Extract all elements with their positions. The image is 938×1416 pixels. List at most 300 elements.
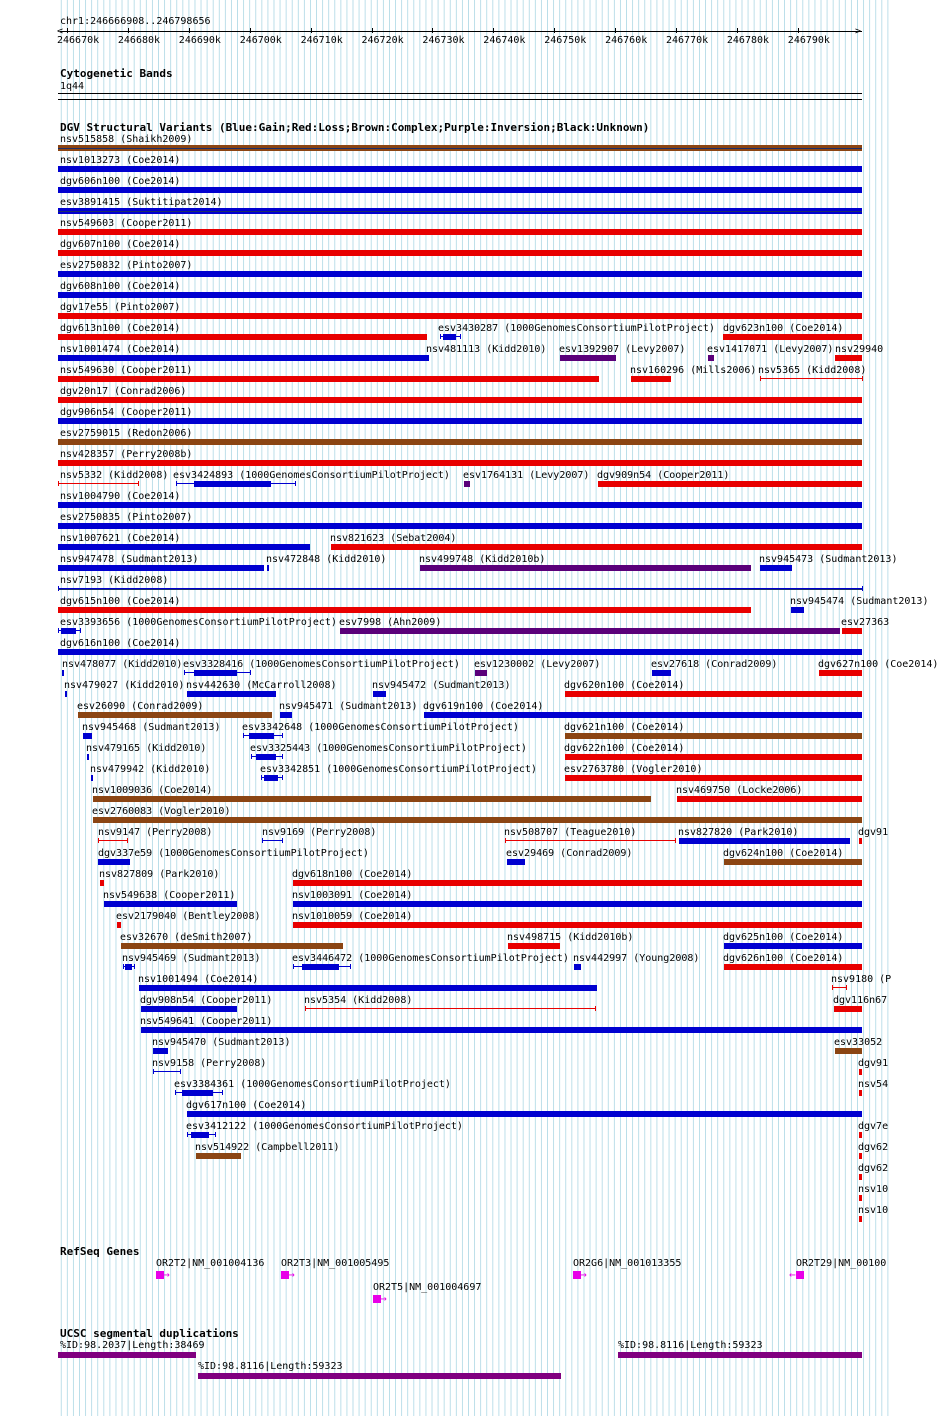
- dgv-feature-bar[interactable]: [139, 985, 597, 991]
- dgv-feature-bar[interactable]: [859, 1216, 862, 1222]
- dgv-feature-bar[interactable]: [565, 775, 862, 781]
- ruler-tick-label: 246780k: [726, 35, 770, 46]
- dgv-feature-label[interactable]: esv3430287 (1000GenomesConsortiumPilotProject): [438, 323, 715, 334]
- dgv-feature-label[interactable]: dgv606n100 (Coe2014): [60, 176, 181, 187]
- refseq-gene-label[interactable]: OR2T29|NM_00100: [796, 1258, 887, 1269]
- dgv-feature-label[interactable]: esv3891415 (Suktitipat2014): [60, 197, 223, 208]
- dgv-feature-cap: [262, 838, 263, 843]
- dgv-feature-cap: [153, 1069, 154, 1074]
- dgv-feature-label[interactable]: esv3342648 (1000GenomesConsortiumPilotProject): [242, 722, 519, 733]
- dgv-title: DGV Structural Variants (Blue:Gain;Red:Loss;Brown:Complex;Purple:Inversion;Black:Unknown): [60, 121, 650, 134]
- dgv-feature-label[interactable]: nsv1003091 (Coe2014): [292, 890, 413, 901]
- dgv-feature-label[interactable]: nsv479165 (Kidd2010): [86, 743, 207, 754]
- dgv-feature-label[interactable]: dgv619n100 (Coe2014): [423, 701, 544, 712]
- dgv-feature-bar[interactable]: [58, 439, 862, 445]
- dgv-feature-bar[interactable]: [93, 817, 862, 823]
- dgv-feature-line[interactable]: [305, 1008, 595, 1009]
- dgv-feature-label[interactable]: nsv1001494 (Coe2014): [138, 974, 259, 985]
- dgv-feature-label[interactable]: dgv623n100 (Coe2014): [723, 323, 844, 334]
- dgv-row-separator: [58, 148, 862, 149]
- ruler-tick: [189, 28, 190, 33]
- dgv-feature-bar[interactable]: [58, 649, 862, 655]
- dgv-feature-block[interactable]: [194, 481, 271, 487]
- dgv-feature-cap: [187, 1132, 188, 1137]
- dgv-feature-bar[interactable]: [187, 691, 276, 697]
- dgv-feature-bar[interactable]: [859, 1153, 862, 1159]
- dgv-feature-bar[interactable]: [760, 565, 792, 571]
- dgv-feature-cap: [282, 838, 283, 843]
- dgv-feature-block[interactable]: [302, 964, 339, 970]
- dgv-feature-label[interactable]: nsv442997 (Young2008): [573, 953, 700, 964]
- dgv-feature-bar[interactable]: [859, 1069, 862, 1075]
- dgv-feature-label[interactable]: dgv909n54 (Cooper2011): [597, 470, 730, 481]
- dgv-feature-bar[interactable]: [58, 502, 862, 508]
- dgv-feature-label[interactable]: nsv945473 (Sudmant2013): [759, 554, 898, 565]
- dgv-feature-bar[interactable]: [58, 229, 862, 235]
- dgv-feature-label[interactable]: esv2760083 (Vogler2010): [92, 806, 231, 817]
- strand-reverse-icon: ←: [789, 1268, 796, 1281]
- dgv-feature-label[interactable]: nsv9180 (P: [831, 974, 892, 985]
- dgv-feature-label[interactable]: nsv29940: [835, 344, 884, 355]
- dgv-feature-cap: [350, 964, 351, 969]
- dgv-feature-bar[interactable]: [58, 397, 862, 403]
- dgv-feature-bar[interactable]: [58, 376, 599, 382]
- dgv-feature-label[interactable]: nsv514922 (Campbell2011): [195, 1142, 340, 1153]
- dgv-feature-bar[interactable]: [196, 1153, 241, 1159]
- dgv-feature-label[interactable]: nsv827809 (Park2010): [99, 869, 220, 880]
- dgv-feature-label[interactable]: esv3342851 (1000GenomesConsortiumPilotProject): [260, 764, 537, 775]
- dgv-feature-label[interactable]: nsv7193 (Kidd2008): [60, 575, 169, 586]
- dgv-feature-bar[interactable]: [121, 943, 343, 949]
- dgv-feature-cap: [282, 754, 283, 759]
- segdup-title: UCSC segmental duplications: [60, 1327, 239, 1340]
- dgv-feature-cap: [832, 985, 833, 990]
- dgv-feature-label[interactable]: nsv827820 (Park2010): [678, 827, 799, 838]
- dgv-feature-cap: [138, 481, 139, 486]
- ruler-tick: [128, 28, 129, 33]
- dgv-feature-bar[interactable]: [187, 1111, 862, 1117]
- dgv-feature-bar[interactable]: [65, 691, 67, 697]
- ruler-tick: [737, 28, 738, 33]
- dgv-feature-bar[interactable]: [373, 691, 386, 697]
- ruler-tick-label: 246770k: [666, 35, 709, 46]
- dgv-feature-label[interactable]: esv1764131 (Levy2007): [463, 470, 590, 481]
- dgv-feature-label[interactable]: nsv549641 (Cooper2011): [140, 1016, 273, 1027]
- dgv-feature-label[interactable]: nsv428357 (Perry2008b): [60, 449, 193, 460]
- dgv-feature-label[interactable]: dgv620n100 (Coe2014): [564, 680, 685, 691]
- ruler-tick: [311, 28, 312, 33]
- dgv-feature-bar[interactable]: [464, 481, 470, 487]
- dgv-feature-label[interactable]: esv26090 (Conrad2009): [77, 701, 204, 712]
- dgv-feature-cap: [862, 376, 863, 381]
- segdup-bar[interactable]: [58, 1352, 196, 1358]
- dgv-feature-block[interactable]: [249, 733, 274, 739]
- dgv-feature-block[interactable]: [194, 670, 237, 676]
- dgv-feature-label[interactable]: nsv5332 (Kidd2008): [60, 470, 169, 481]
- dgv-feature-bar[interactable]: [834, 1006, 862, 1012]
- dgv-feature-line[interactable]: [505, 840, 675, 841]
- dgv-row-separator: [58, 589, 862, 590]
- ruler-tick-label: 246710k: [300, 35, 343, 46]
- dgv-feature-label[interactable]: dgv625n100 (Coe2014): [723, 932, 844, 943]
- ruler-tick: [798, 28, 799, 33]
- dgv-feature-label[interactable]: esv2759015 (Redon2006): [60, 428, 193, 439]
- dgv-feature-label[interactable]: nsv549630 (Cooper2011): [60, 365, 193, 376]
- dgv-feature-cap: [282, 733, 283, 738]
- cytoband-line-2: [58, 99, 862, 100]
- dgv-feature-bar[interactable]: [58, 334, 427, 340]
- dgv-feature-bar[interactable]: [58, 523, 862, 529]
- dgv-feature-label[interactable]: nsv945474 (Sudmant2013): [790, 596, 929, 607]
- left-margin: [0, 0, 58, 1416]
- ruler-tick-label: 246670k: [57, 35, 100, 46]
- dgv-feature-label[interactable]: esv29469 (Conrad2009): [506, 848, 633, 859]
- dgv-feature-bar[interactable]: [58, 187, 862, 193]
- dgv-feature-label[interactable]: nsv945471 (Sudmant2013): [279, 701, 418, 712]
- dgv-feature-label[interactable]: nsv478077 (Kidd2010): [62, 659, 183, 670]
- refseq-gene-exon[interactable]: [796, 1271, 804, 1279]
- strand-forward-icon: →: [380, 1292, 387, 1305]
- dgv-feature-bar[interactable]: [819, 670, 862, 676]
- dgv-feature-label[interactable]: nsv9147 (Perry2008): [98, 827, 213, 838]
- dgv-feature-label[interactable]: nsv1010059 (Coe2014): [292, 911, 413, 922]
- dgv-feature-bar[interactable]: [420, 565, 751, 571]
- ruler-tick-label: 246720k: [361, 35, 404, 46]
- dgv-feature-label[interactable]: dgv116n67: [833, 995, 888, 1006]
- dgv-feature-bar[interactable]: [859, 1195, 862, 1201]
- dgv-feature-bar[interactable]: [104, 901, 237, 907]
- dgv-feature-label[interactable]: nsv1009036 (Coe2014): [92, 785, 213, 796]
- dgv-feature-bar[interactable]: [508, 943, 560, 949]
- refseq-gene-label[interactable]: OR2T5|NM_001004697: [373, 1282, 482, 1293]
- dgv-feature-label[interactable]: nsv947478 (Sudmant2013): [60, 554, 199, 565]
- dgv-feature-bar[interactable]: [153, 1048, 168, 1054]
- dgv-feature-bar[interactable]: [117, 922, 121, 928]
- dgv-feature-bar[interactable]: [427, 355, 429, 361]
- dgv-feature-cap: [243, 733, 244, 738]
- dgv-feature-bar[interactable]: [835, 355, 862, 361]
- dgv-feature-cap: [305, 1006, 306, 1011]
- strand-forward-icon: →: [288, 1268, 295, 1281]
- dgv-feature-block[interactable]: [61, 628, 75, 634]
- dgv-feature-cap: [98, 838, 99, 843]
- dgv-feature-bar[interactable]: [677, 796, 862, 802]
- dgv-feature-bar[interactable]: [565, 733, 862, 739]
- dgv-feature-bar[interactable]: [424, 712, 862, 718]
- dgv-feature-label[interactable]: dgv62: [858, 1142, 889, 1153]
- segdup-bar[interactable]: [618, 1352, 862, 1358]
- dgv-feature-label[interactable]: nsv1004790 (Coe2014): [60, 491, 181, 502]
- dgv-feature-cap: [176, 481, 177, 486]
- dgv-feature-label[interactable]: esv32670 (deSmith2007): [120, 932, 253, 943]
- dgv-feature-label[interactable]: nsv821623 (Sebat2004): [330, 533, 457, 544]
- dgv-feature-cap: [134, 964, 135, 969]
- dgv-row-separator: [58, 211, 862, 212]
- dgv-feature-bar[interactable]: [574, 964, 581, 970]
- dgv-feature-bar[interactable]: [724, 964, 862, 970]
- dgv-feature-label[interactable]: dgv615n100 (Coe2014): [60, 596, 181, 607]
- dgv-feature-bar[interactable]: [98, 859, 130, 865]
- dgv-feature-label[interactable]: nsv10: [858, 1205, 889, 1216]
- refseq-gene-label[interactable]: OR2G6|NM_001013355: [573, 1258, 682, 1269]
- dgv-feature-label[interactable]: esv3412122 (1000GenomesConsortiumPilotProject): [186, 1121, 463, 1132]
- ruler-location: chr1:246666908..246798656: [60, 16, 211, 27]
- dgv-feature-bar[interactable]: [141, 1027, 862, 1033]
- dgv-feature-label[interactable]: dgv616n100 (Coe2014): [60, 638, 181, 649]
- dgv-feature-bar[interactable]: [842, 628, 862, 634]
- dgv-feature-bar[interactable]: [58, 313, 862, 319]
- dgv-feature-bar[interactable]: [835, 1048, 862, 1054]
- dgv-feature-label[interactable]: nsv499748 (Kidd2010b): [419, 554, 546, 565]
- dgv-feature-label[interactable]: dgv906n54 (Cooper2011): [60, 407, 193, 418]
- ruler-arrow-right: >: [855, 26, 862, 37]
- dgv-feature-bar[interactable]: [267, 565, 269, 571]
- dgv-feature-label[interactable]: nsv481113 (Kidd2010): [426, 344, 547, 355]
- dgv-feature-label[interactable]: nsv549638 (Cooper2011): [103, 890, 236, 901]
- dgv-feature-label[interactable]: nsv1007621 (Coe2014): [60, 533, 181, 544]
- refseq-gene-label[interactable]: OR2T3|NM_001005495: [281, 1258, 390, 1269]
- dgv-feature-line[interactable]: [153, 1071, 180, 1072]
- dgv-feature-block[interactable]: [256, 754, 276, 760]
- dgv-feature-bar[interactable]: [58, 607, 751, 613]
- dgv-feature-bar[interactable]: [331, 544, 862, 550]
- dgv-feature-bar[interactable]: [652, 670, 671, 676]
- dgv-feature-bar[interactable]: [91, 775, 93, 781]
- dgv-feature-label[interactable]: nsv160296 (Mills2006): [630, 365, 757, 376]
- dgv-feature-label[interactable]: esv1230002 (Levy2007): [474, 659, 601, 670]
- dgv-feature-label[interactable]: nsv1013273 (Coe2014): [60, 155, 181, 166]
- dgv-feature-label[interactable]: dgv624n100 (Coe2014): [723, 848, 844, 859]
- ruler-axis: [60, 31, 862, 32]
- dgv-feature-bar[interactable]: [293, 901, 862, 907]
- dgv-feature-cap: [460, 334, 461, 339]
- dgv-feature-label[interactable]: esv27618 (Conrad2009): [651, 659, 778, 670]
- dgv-feature-label[interactable]: nsv515858 (Shaikh2009): [60, 134, 193, 145]
- dgv-feature-label[interactable]: esv3393656 (1000GenomesConsortiumPilotProject): [60, 617, 337, 628]
- dgv-feature-bar[interactable]: [280, 712, 292, 718]
- dgv-feature-label[interactable]: nsv479027 (Kidd2010): [64, 680, 185, 691]
- strand-forward-icon: →: [163, 1268, 170, 1281]
- dgv-feature-label[interactable]: esv3446472 (1000GenomesConsortiumPilotProject): [292, 953, 569, 964]
- dgv-feature-cap: [127, 838, 128, 843]
- dgv-feature-bar[interactable]: [679, 838, 850, 844]
- dgv-feature-block[interactable]: [125, 964, 132, 970]
- dgv-feature-bar[interactable]: [724, 859, 862, 865]
- dgv-feature-label[interactable]: nsv5354 (Kidd2008): [304, 995, 413, 1006]
- dgv-feature-label[interactable]: dgv608n100 (Coe2014): [60, 281, 181, 292]
- dgv-feature-bar[interactable]: [100, 880, 104, 886]
- segdup-label[interactable]: %ID:98.2037|Length:38469: [60, 1340, 205, 1351]
- dgv-feature-label[interactable]: dgv91: [858, 827, 889, 838]
- dgv-feature-line[interactable]: [760, 378, 862, 379]
- ruler-tick: [372, 28, 373, 33]
- dgv-feature-label[interactable]: esv2750835 (Pinto2007): [60, 512, 193, 523]
- dgv-feature-label[interactable]: dgv626n100 (Coe2014): [723, 953, 844, 964]
- dgv-feature-label[interactable]: nsv9169 (Perry2008): [262, 827, 377, 838]
- dgv-feature-label[interactable]: dgv7e: [858, 1121, 889, 1132]
- ruler-tick: [493, 28, 494, 33]
- ruler-tick-label: 246680k: [117, 35, 161, 46]
- dgv-feature-label[interactable]: esv3328416 (1000GenomesConsortiumPilotProject): [183, 659, 460, 670]
- dgv-feature-bar[interactable]: [859, 1174, 862, 1180]
- dgv-feature-cap: [282, 775, 283, 780]
- dgv-feature-bar[interactable]: [708, 355, 714, 361]
- dgv-feature-bar[interactable]: [58, 565, 264, 571]
- dgv-feature-label[interactable]: dgv908n54 (Cooper2011): [140, 995, 273, 1006]
- dgv-feature-label[interactable]: dgv622n100 (Coe2014): [564, 743, 685, 754]
- dgv-feature-bar[interactable]: [565, 691, 862, 697]
- dgv-feature-label[interactable]: nsv472848 (Kidd2010): [266, 554, 387, 565]
- dgv-feature-label[interactable]: nsv479942 (Kidd2010): [90, 764, 211, 775]
- dgv-feature-bar[interactable]: [58, 271, 862, 277]
- dgv-feature-label[interactable]: esv1392907 (Levy2007): [559, 344, 686, 355]
- dgv-feature-label[interactable]: nsv945469 (Sudmant2013): [122, 953, 261, 964]
- dgv-feature-label[interactable]: esv2763780 (Vogler2010): [564, 764, 703, 775]
- dgv-feature-label[interactable]: nsv945472 (Sudmant2013): [372, 680, 511, 691]
- dgv-feature-bar[interactable]: [340, 628, 840, 634]
- dgv-feature-label[interactable]: esv3424893 (1000GenomesConsortiumPilotProject): [173, 470, 450, 481]
- ruler-arrow-left: <: [57, 26, 64, 37]
- dgv-feature-bar[interactable]: [560, 355, 616, 361]
- refseq-gene-label[interactable]: OR2T2|NM_001004136: [156, 1258, 265, 1269]
- dgv-feature-bar[interactable]: [87, 754, 89, 760]
- dgv-feature-cap: [293, 964, 294, 969]
- dgv-feature-label[interactable]: dgv20n17 (Conrad2006): [60, 386, 187, 397]
- ruler-tick-label: 246750k: [544, 35, 587, 46]
- dgv-feature-label[interactable]: dgv62: [858, 1163, 889, 1174]
- cytoband-label: 1q44: [60, 81, 85, 92]
- dgv-feature-bar[interactable]: [475, 670, 487, 676]
- dgv-feature-bar[interactable]: [293, 922, 862, 928]
- dgv-feature-bar[interactable]: [724, 943, 862, 949]
- dgv-feature-label[interactable]: nsv469750 (Locke2006): [676, 785, 803, 796]
- ruler-tick-label: 246700k: [239, 35, 282, 46]
- dgv-feature-cap: [251, 754, 252, 759]
- dgv-feature-cap: [440, 334, 441, 339]
- dgv-feature-cap: [505, 838, 506, 843]
- ruler-tick: [432, 28, 433, 33]
- dgv-feature-line[interactable]: [58, 483, 138, 484]
- dgv-feature-cap: [222, 1090, 223, 1095]
- dgv-feature-bar[interactable]: [58, 250, 862, 256]
- dgv-feature-cap: [215, 1132, 216, 1137]
- dgv-feature-bar[interactable]: [598, 481, 862, 487]
- dgv-feature-bar[interactable]: [58, 418, 862, 424]
- dgv-feature-bar[interactable]: [723, 334, 862, 340]
- dgv-feature-cap: [846, 985, 847, 990]
- dgv-feature-block[interactable]: [182, 1090, 213, 1096]
- dgv-feature-bar[interactable]: [83, 733, 92, 739]
- dgv-feature-label[interactable]: dgv607n100 (Coe2014): [60, 239, 181, 250]
- dgv-feature-label[interactable]: esv7998 (Ahn2009): [339, 617, 442, 628]
- dgv-feature-label[interactable]: nsv508707 (Teague2010): [504, 827, 637, 838]
- dgv-feature-bar[interactable]: [507, 859, 525, 865]
- dgv-feature-line[interactable]: [832, 987, 846, 988]
- dgv-feature-line[interactable]: [262, 840, 282, 841]
- ruler-tick-label: 246790k: [787, 35, 830, 46]
- dgv-feature-label[interactable]: esv33052: [834, 1037, 883, 1048]
- dgv-feature-bar[interactable]: [293, 880, 862, 886]
- dgv-feature-bar[interactable]: [58, 166, 862, 172]
- dgv-feature-block[interactable]: [264, 775, 278, 781]
- dgv-feature-bar[interactable]: [58, 292, 862, 298]
- ruler-tick: [615, 28, 616, 33]
- dgv-feature-cap: [58, 481, 59, 486]
- dgv-feature-cap: [760, 376, 761, 381]
- ruler-tick: [676, 28, 677, 33]
- dgv-feature-cap: [862, 586, 863, 591]
- dgv-feature-label[interactable]: dgv17e55 (Pinto2007): [60, 302, 181, 313]
- ruler-tick: [67, 28, 68, 33]
- dgv-feature-label[interactable]: nsv10: [858, 1184, 889, 1195]
- dgv-feature-label[interactable]: esv2179040 (Bentley2008): [116, 911, 261, 922]
- dgv-feature-label[interactable]: esv3325443 (1000GenomesConsortiumPilotProject): [250, 743, 527, 754]
- dgv-feature-block[interactable]: [191, 1132, 209, 1138]
- dgv-feature-bar[interactable]: [791, 607, 804, 613]
- dgv-feature-label[interactable]: dgv613n100 (Coe2014): [60, 323, 181, 334]
- dgv-feature-label[interactable]: nsv54: [858, 1079, 889, 1090]
- dgv-feature-label[interactable]: esv2750832 (Pinto2007): [60, 260, 193, 271]
- dgv-feature-bar[interactable]: [631, 376, 671, 382]
- dgv-feature-label[interactable]: esv1417071 (Levy2007): [707, 344, 834, 355]
- strand-forward-icon: →: [580, 1268, 587, 1281]
- dgv-feature-bar[interactable]: [141, 1006, 237, 1012]
- segdup-bar[interactable]: [198, 1373, 561, 1379]
- dgv-feature-label[interactable]: nsv5365 (Kidd2008): [758, 365, 867, 376]
- dgv-feature-bar[interactable]: [58, 544, 310, 550]
- dgv-feature-bar[interactable]: [859, 1132, 862, 1138]
- dgv-feature-bar[interactable]: [859, 838, 862, 844]
- dgv-feature-label[interactable]: nsv9158 (Perry2008): [152, 1058, 267, 1069]
- refseq-title: RefSeq Genes: [60, 1245, 140, 1258]
- dgv-feature-label[interactable]: nsv442630 (McCarroll2008): [186, 680, 337, 691]
- dgv-feature-cap: [180, 1069, 181, 1074]
- dgv-feature-bar[interactable]: [93, 796, 651, 802]
- dgv-feature-label[interactable]: nsv498715 (Kidd2010b): [507, 932, 634, 943]
- dgv-feature-bar[interactable]: [565, 754, 862, 760]
- dgv-feature-label[interactable]: esv27363: [841, 617, 890, 628]
- ruler-tick-label: 246730k: [422, 35, 465, 46]
- ruler-tick-label: 246690k: [178, 35, 221, 46]
- segdup-label[interactable]: %ID:98.8116|Length:59323: [198, 1361, 343, 1372]
- dgv-feature-label[interactable]: dgv91: [858, 1058, 889, 1069]
- dgv-feature-cap: [184, 670, 185, 675]
- dgv-feature-block[interactable]: [443, 334, 456, 340]
- dgv-feature-label[interactable]: nsv549603 (Cooper2011): [60, 218, 193, 229]
- dgv-feature-bar[interactable]: [78, 712, 272, 718]
- dgv-feature-line[interactable]: [98, 840, 127, 841]
- dgv-feature-bar[interactable]: [859, 1090, 862, 1096]
- dgv-feature-label[interactable]: dgv618n100 (Coe2014): [292, 869, 413, 880]
- ruler-tick-label: 246740k: [483, 35, 526, 46]
- dgv-feature-label[interactable]: dgv617n100 (Coe2014): [186, 1100, 307, 1111]
- dgv-feature-bar[interactable]: [62, 670, 64, 676]
- dgv-feature-label[interactable]: nsv945468 (Sudmant2013): [82, 722, 221, 733]
- dgv-feature-label[interactable]: dgv627n100 (Coe2014): [818, 659, 938, 670]
- dgv-feature-label[interactable]: esv3384361 (1000GenomesConsortiumPilotProject): [174, 1079, 451, 1090]
- dgv-feature-label[interactable]: nsv1001474 (Coe2014): [60, 344, 181, 355]
- dgv-feature-cap: [675, 838, 676, 843]
- segdup-label[interactable]: %ID:98.8116|Length:59323: [618, 1340, 763, 1351]
- dgv-feature-bar[interactable]: [58, 355, 427, 361]
- dgv-feature-label[interactable]: nsv945470 (Sudmant2013): [152, 1037, 291, 1048]
- dgv-feature-bar[interactable]: [58, 460, 862, 466]
- dgv-feature-label[interactable]: dgv621n100 (Coe2014): [564, 722, 685, 733]
- dgv-feature-label[interactable]: dgv337e59 (1000GenomesConsortiumPilotProject): [98, 848, 369, 859]
- dgv-feature-cap: [261, 775, 262, 780]
- dgv-feature-cap: [175, 1090, 176, 1095]
- ruler-tick: [554, 28, 555, 33]
